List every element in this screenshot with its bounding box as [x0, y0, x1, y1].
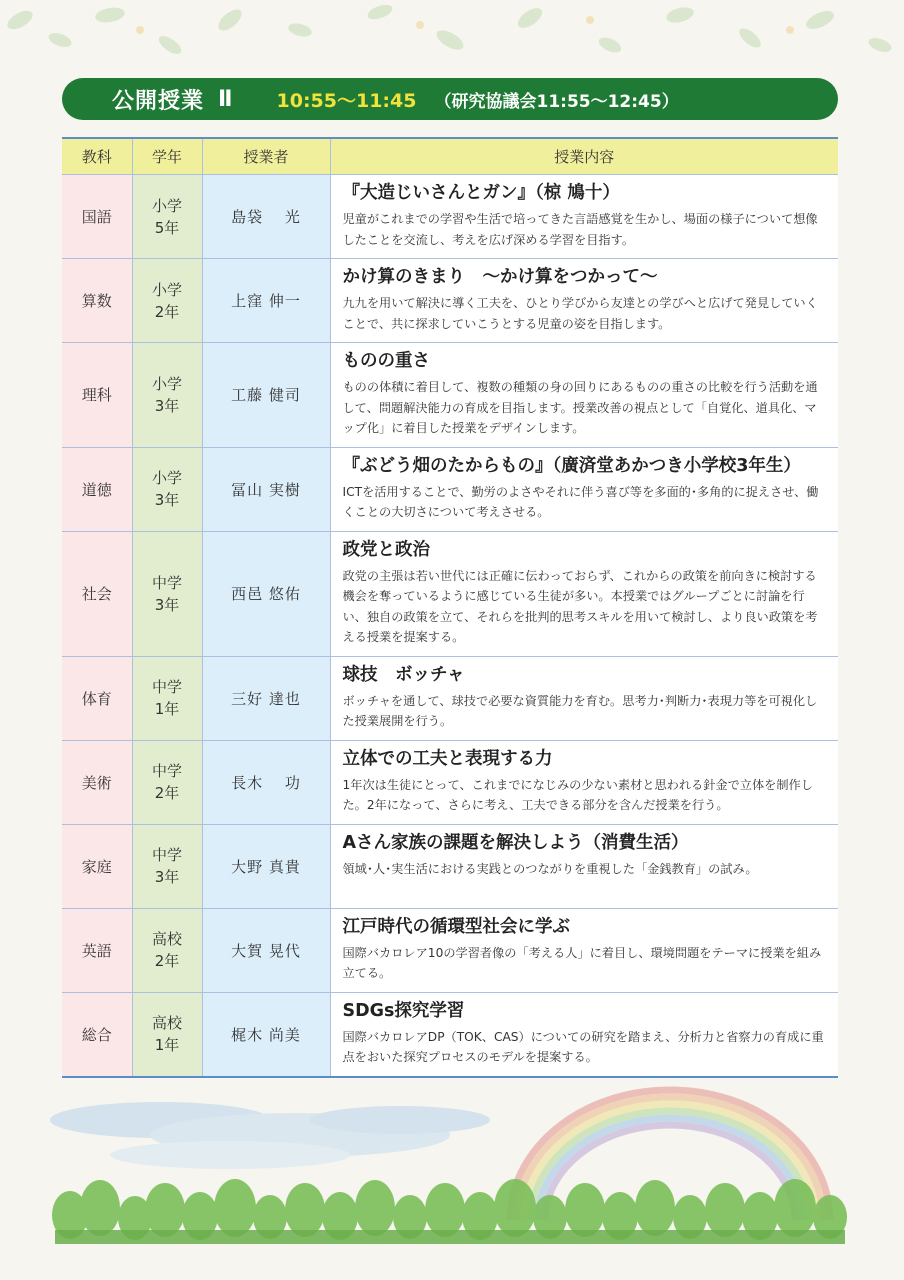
grade-cell — [132, 992, 202, 1077]
content-cell — [330, 175, 838, 259]
grade-cell — [132, 908, 202, 992]
school-level: 中学 — [151, 678, 182, 696]
content-cell — [330, 992, 838, 1077]
lesson-title: 立体での工夫と表現する力 — [342, 748, 553, 769]
lesson-title: 政党と政治 — [342, 539, 430, 560]
school-level: 小学 — [151, 469, 182, 487]
content-cell — [330, 656, 838, 740]
teacher-cell: 梶木 尚美 — [202, 992, 330, 1077]
lesson-description: 国際バカロレア10の学習者像の「考える人」に着目し、環境問題をテーマに授業を組み立てる。 — [342, 945, 822, 980]
subject-cell: 英語 — [62, 908, 132, 992]
teacher-cell: 長木 功 — [202, 740, 330, 824]
school-level: 中学 — [151, 762, 182, 780]
subject-cell: 国語 — [62, 175, 132, 259]
content-cell — [330, 824, 838, 908]
subject-cell: 理科 — [62, 343, 132, 448]
content-cell — [330, 447, 838, 531]
subject-cell: 美術 — [62, 740, 132, 824]
grade-year: 2年 — [154, 784, 180, 802]
lesson-description: 九九を用いて解決に導く工夫を、ひとり学びから友達との学びへと広げて発見していくことで、共に探求していこうとする児童の姿を目指します。 — [342, 296, 818, 331]
school-level: 中学 — [151, 846, 182, 864]
subject-cell: 家庭 — [62, 824, 132, 908]
content-cell — [330, 343, 838, 448]
grade-cell — [132, 656, 202, 740]
grade-year: 2年 — [154, 302, 180, 321]
lesson-title: かけ算のきまり ～かけ算をつかって～ — [342, 267, 658, 287]
grade-year: 3年 — [154, 868, 180, 886]
subject-cell: 総合 — [62, 992, 132, 1077]
school-level: 中学 — [151, 573, 182, 592]
lesson-description: ICTを活用することで、勤労のよさやそれに伴う喜び等を多面的･多角的に捉えさせ、働くことの大切さについて考えさせる。 — [342, 484, 819, 519]
table-row — [62, 259, 838, 343]
table-body — [62, 175, 838, 1077]
table-row — [62, 343, 838, 448]
lesson-title: Aさん家族の課題を解決しよう（消費生活） — [342, 832, 689, 853]
lesson-title: 『ぶどう畑のたからもの』（廣済堂あかつき小学校3年生） — [342, 455, 801, 476]
grade-cell — [132, 740, 202, 824]
content-cell — [330, 259, 838, 343]
teacher-cell: 工藤 健司 — [202, 343, 330, 448]
lesson-description: 領域･人･実生活における実践とのつながりを重視した「金銭教育」の試み。 — [342, 861, 758, 876]
lesson-table — [62, 137, 838, 1078]
grade-year: 3年 — [154, 491, 180, 509]
column-header-grade: 学年 — [132, 138, 202, 175]
table-row — [62, 447, 838, 531]
teacher-cell: 大賀 晃代 — [202, 908, 330, 992]
meeting-time: （研究協議会11:55～12:45） — [434, 91, 679, 112]
grade-cell — [132, 343, 202, 448]
table-header-row — [62, 138, 838, 175]
section-header — [62, 78, 838, 120]
teacher-cell: 西邑 悠佑 — [202, 531, 330, 656]
lesson-title: 球技 ボッチャ — [342, 664, 465, 685]
content-cell — [330, 740, 838, 824]
grade-year: 3年 — [154, 396, 180, 415]
subject-cell: 算数 — [62, 259, 132, 343]
column-header-content: 授業内容 — [330, 138, 838, 175]
session-time: 10:55～11:45 — [276, 89, 417, 112]
table-row — [62, 175, 838, 259]
grade-year: 2年 — [154, 952, 180, 970]
table-row — [62, 531, 838, 656]
grade-cell — [132, 175, 202, 259]
teacher-cell: 三好 達也 — [202, 656, 330, 740]
subject-cell: 道徳 — [62, 447, 132, 531]
school-level: 高校 — [151, 1014, 182, 1032]
table-row — [62, 992, 838, 1077]
grade-year: 3年 — [154, 595, 180, 614]
lesson-description: 国際バカロレアDP（TOK、CAS）についての研究を踏まえ、分析力と省察力の育成に重点をおいた探究プロセスのモデルを提案する。 — [342, 1029, 824, 1064]
lesson-title: 江戸時代の循環型社会に学ぶ — [342, 916, 570, 937]
lesson-description: ものの体積に着目して、複数の種類の身の回りにあるものの重さの比較を行う活動を通して、問題解決能力の育成を目指します。授業改善の視点として「自覚化、道具化、マップ化」に着目した授業をデザインします。 — [342, 380, 818, 435]
section-number: Ⅱ — [218, 86, 233, 112]
lesson-title: 『大造じいさんとガン』（椋 鳩十） — [342, 183, 620, 203]
school-level: 高校 — [151, 930, 182, 948]
subject-cell: 社会 — [62, 531, 132, 656]
school-level: 小学 — [151, 280, 182, 299]
table-row — [62, 908, 838, 992]
landscape-illustration — [0, 1080, 904, 1280]
table-row — [62, 824, 838, 908]
column-header-teacher: 授業者 — [202, 138, 330, 175]
grade-cell — [132, 531, 202, 656]
school-level: 小学 — [151, 196, 182, 215]
lesson-description: ボッチャを通して、球技で必要な資質能力を育む。思考力･判断力･表現力等を可視化した授業展開を行う。 — [342, 693, 818, 728]
lesson-title: ものの重さ — [342, 351, 430, 371]
table-row — [62, 740, 838, 824]
leaf-decoration — [0, 0, 904, 80]
lesson-title: SDGs探究学習 — [342, 1000, 465, 1021]
lesson-description: 政党の主張は若い世代には正確に伝わっておらず、これからの政策を前向きに検討する機会を奪っているように感じている生徒が多い。本授業ではグループごとに討論を行い、独自の政策を立て、それらを批判的思考スキルを用いて検討し、より良い政策を考える授業を提案する。 — [342, 568, 818, 644]
lesson-description: 1年次は生徒にとって、これまでになじみの少ない素材と思われる針金で立体を制作した。2年になって、さらに考え、工夫できる部分を含んだ授業を行う。 — [342, 777, 813, 812]
lesson-description: 児童がこれまでの学習や生活で培ってきた言語感覚を生かし、場面の様子について想像したことを交流し、考えを広げ深める学習を目指す。 — [342, 212, 818, 247]
teacher-cell: 大野 真貴 — [202, 824, 330, 908]
teacher-cell: 島袋 光 — [202, 175, 330, 259]
content-cell — [330, 908, 838, 992]
table-row — [62, 656, 838, 740]
grade-year: 1年 — [154, 1036, 180, 1054]
subject-cell: 体育 — [62, 656, 132, 740]
teacher-cell: 冨山 実樹 — [202, 447, 330, 531]
school-level: 小学 — [151, 374, 182, 393]
grade-year: 5年 — [154, 218, 180, 237]
column-header-subject: 教科 — [62, 138, 132, 175]
section-title: 公開授業 — [112, 88, 205, 114]
grade-cell — [132, 824, 202, 908]
grade-cell — [132, 447, 202, 531]
grade-cell — [132, 259, 202, 343]
content-cell — [330, 531, 838, 656]
grade-year: 1年 — [154, 700, 180, 718]
teacher-cell: 上窪 伸一 — [202, 259, 330, 343]
